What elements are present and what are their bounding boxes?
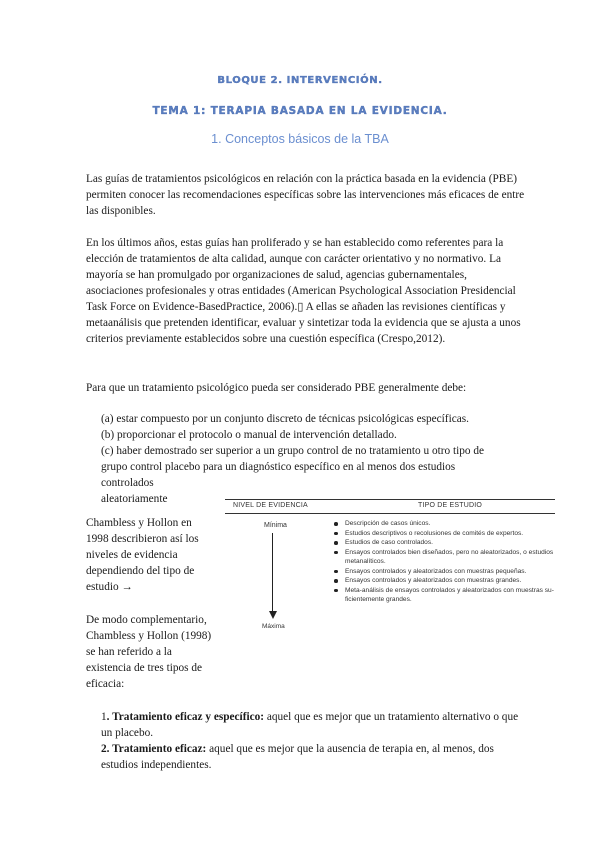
arrow-down-icon <box>269 611 277 619</box>
efficacy-item-2-text: aquel que es mejor que la ausencia de terapia en, al menos, dos estudios independientes. <box>101 743 494 771</box>
table-header-rule <box>225 513 555 514</box>
efficacy-item-1-number: 1 <box>101 711 107 723</box>
efficacy-item-2 <box>101 741 531 773</box>
criterion-b: (b) proporcionar el protocolo o manual de intervención detallado. <box>101 429 397 441</box>
evidence-levels-table <box>225 499 555 639</box>
topic-title: TEMA 1: TERAPIA BASADA EN LA EVIDENCIA. <box>152 105 448 117</box>
table-top-rule <box>225 499 555 500</box>
evidence-arrow <box>272 533 273 613</box>
section-heading: 1. Conceptos básicos de la TBA <box>211 132 389 146</box>
study-type-list <box>333 519 555 605</box>
efficacy-item-1-text: aquel que es mejor que un tratamiento alternativo o que un placebo. <box>101 711 519 739</box>
column-header-study-type: TIPO DE ESTUDIO <box>418 502 483 509</box>
maximum-label: Máxima <box>262 623 285 630</box>
paragraph-guides: En los últimos años, estas guías han proliferado y se han establecido como referentes para la elección de tratamientos de alta calidad, aunque con carácter orientativo y no normativo. La mayoría se han promulgado por organizaciones de salud, agencias gubernamentales, asociaciones profesionales y otras entidades (American Psychological Association Presidencial Task Force on Evidence-BasedPractice, 2006).▯ A ellas se añaden las revisiones científicas y metaanálisis que pretenden identificar, evaluar y sintetizar toda la evidencia que se ajusta a unos criterios previamente establecidos sobre una cuestión específica (Crespo,2012). <box>86 237 521 345</box>
column-header-evidence-level: NIVEL DE EVIDENCIA <box>233 502 308 509</box>
block-title: BLOQUE 2. INTERVENCIÓN. <box>217 75 383 86</box>
side-text-evidence-levels: Chambless y Hollon en 1998 describieron así los niveles de evidencia dependiendo del tipo de estudio → <box>86 517 199 593</box>
study-type-item: Ensayos controlados bien diseñados, pero no aleatorizados, o estudios metanalíticos. <box>333 548 555 567</box>
study-type-item: Estudios descriptivos o recolusiones de comités de expertos. <box>333 529 555 539</box>
study-type-item: Meta-análisis de ensayos controlados y aleatorizados con muestras su-ficientemente grandes. <box>333 586 555 605</box>
criterion-c-line2: grupo control placebo para un diagnóstico específico en al menos dos estudios <box>101 461 456 473</box>
study-type-item: Ensayos controlados y aleatorizados con muestras grandes. <box>333 576 555 586</box>
side-text-efficacy-types: De modo complementario, Chambless y Hollon (1998) se han referido a la existencia de tres tipos de eficacia: <box>86 614 212 690</box>
study-type-item: Estudios de caso controlados. <box>333 538 555 548</box>
paragraph-intro: Las guías de tratamientos psicológicos en relación con la práctica basada en la evidencia (PBE) permiten conocer las recomendaciones específicas sobre las intervenciones más eficaces de entre las disponibles. <box>86 173 525 217</box>
criterion-c-line4: aleatoriamente <box>101 493 168 505</box>
paragraph-pbe-requirements: Para que un tratamiento psicológico pueda ser considerado PBE generalmente debe: <box>86 382 467 394</box>
criterion-c-line1: (c) haber demostrado ser superior a un grupo control de no tratamiento u otro tipo de <box>101 445 485 457</box>
efficacy-item-1 <box>101 709 531 741</box>
criterion-c-line3: controlados <box>101 477 154 489</box>
study-type-item: Descripción de casos únicos. <box>333 519 555 529</box>
criterion-a: (a) estar compuesto por un conjunto discreto de técnicas psicológicas específicas. <box>101 413 469 425</box>
study-type-item: Ensayos controlados y aleatorizados con muestras pequeñas. <box>333 567 555 577</box>
efficacy-item-1-term: . Tratamiento eficaz y específico: <box>106 711 265 723</box>
efficacy-item-2-term: Tratamiento eficaz: <box>109 743 207 755</box>
minimum-label: Mínima <box>264 522 287 529</box>
efficacy-item-2-number: 2. <box>101 743 110 755</box>
